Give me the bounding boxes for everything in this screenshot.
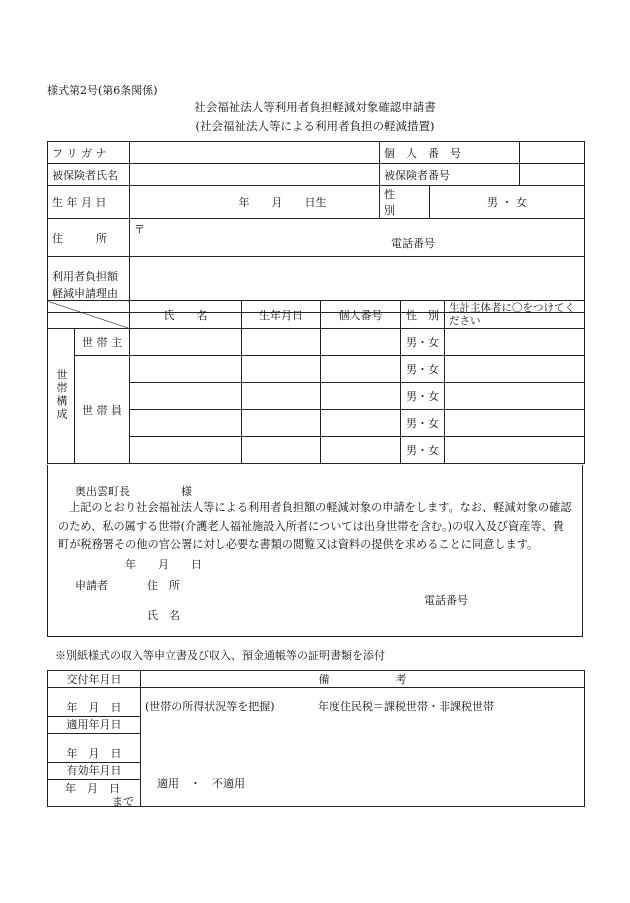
addressee-honorific: 様 bbox=[181, 485, 192, 498]
household-header-corner bbox=[48, 301, 130, 329]
furigana-field[interactable] bbox=[130, 142, 380, 164]
reason-label-line1: 利用者負担額 bbox=[52, 269, 118, 283]
head-name-field[interactable] bbox=[130, 329, 242, 356]
member-personal-number-field[interactable] bbox=[321, 410, 401, 437]
address-label: 住 所 bbox=[48, 219, 130, 257]
col-name: 氏 名 bbox=[130, 301, 242, 329]
col-personal-number: 個人番号 bbox=[321, 301, 401, 329]
head-birthdate-field[interactable] bbox=[242, 329, 321, 356]
insured-number-field[interactable] bbox=[520, 164, 585, 186]
issue-date-label: 交付年月日 bbox=[48, 671, 141, 688]
tax-note: 年度住民税＝課税世帯・非課税世帯 bbox=[318, 700, 494, 713]
furigana-label: フ リ ガ ナ bbox=[48, 142, 130, 164]
office-table bbox=[47, 670, 585, 807]
member-name-field[interactable] bbox=[130, 356, 242, 383]
declaration-date: 年 月 日 bbox=[125, 558, 202, 571]
household-table bbox=[47, 300, 585, 464]
household-group-text: 世帯構成 bbox=[55, 368, 68, 421]
applicability-options[interactable]: 適用 ・ 不適用 bbox=[157, 777, 245, 790]
birthdate-field[interactable]: 年 月 日生 bbox=[130, 186, 380, 219]
head-personal-number-field[interactable] bbox=[321, 329, 401, 356]
birthdate-label: 生 年 月 日 bbox=[48, 186, 130, 219]
postal-mark: 〒 bbox=[134, 223, 145, 236]
col-birthdate: 生年月日 bbox=[242, 301, 321, 329]
head-main-earner-field[interactable] bbox=[445, 329, 585, 356]
member-birthdate-field[interactable] bbox=[242, 410, 321, 437]
form-subtitle: (社会福祉法人等による利用者負担の軽減措置) bbox=[195, 119, 435, 133]
household-group-label bbox=[48, 329, 75, 464]
applicant-address-label: 住 所 bbox=[147, 579, 180, 592]
reason-label-line2: 軽減申請理由 bbox=[52, 286, 118, 300]
member-gender-field[interactable]: 男・女 bbox=[401, 410, 445, 437]
office-date-column bbox=[48, 688, 141, 807]
member-birthdate-field[interactable] bbox=[242, 437, 321, 464]
head-gender-field[interactable]: 男・女 bbox=[401, 329, 445, 356]
gender-label: 性 別 bbox=[380, 186, 430, 219]
valid-date-field[interactable]: 年 月 日 bbox=[65, 782, 120, 795]
member-main-earner-field[interactable] bbox=[445, 410, 585, 437]
member-personal-number-field[interactable] bbox=[321, 356, 401, 383]
col-main-earner: 生計主体者に〇をつけてください bbox=[445, 301, 585, 329]
member-gender-field[interactable]: 男・女 bbox=[401, 356, 445, 383]
valid-until: まで bbox=[112, 795, 134, 808]
applicable-date-field[interactable]: 年 月 日 bbox=[48, 734, 140, 763]
insured-number-label: 被保険者番号 bbox=[380, 164, 520, 186]
applicant-table bbox=[47, 141, 585, 313]
address-phone-label: 電話番号 bbox=[391, 237, 435, 250]
household-member-label: 世 帯 員 bbox=[75, 356, 130, 464]
applicant-name-label: 氏 名 bbox=[147, 609, 180, 622]
member-birthdate-field[interactable] bbox=[242, 383, 321, 410]
declaration-box bbox=[47, 465, 583, 637]
member-personal-number-field[interactable] bbox=[321, 437, 401, 464]
insured-name-label: 被保険者氏名 bbox=[48, 164, 130, 186]
applicant-phone-label: 電話番号 bbox=[424, 594, 468, 607]
personal-number-label: 個 人 番 号 bbox=[380, 142, 520, 164]
applicant-label: 申請者 bbox=[75, 579, 108, 592]
applicable-date-label: 適用年月日 bbox=[48, 717, 140, 734]
personal-number-field[interactable] bbox=[520, 142, 585, 164]
form-number: 様式第2号(第6条関係) bbox=[47, 84, 158, 97]
address-field[interactable] bbox=[130, 219, 585, 257]
attachment-note: ※別紙様式の収入等申立書及び収入、預金通帳等の証明書類を添付 bbox=[55, 649, 385, 662]
valid-date-cell bbox=[48, 780, 140, 806]
form-title: 社会福祉法人等利用者負担軽減対象確認申請書 bbox=[194, 100, 436, 114]
col-gender: 性 別 bbox=[401, 301, 445, 329]
member-gender-field[interactable]: 男・女 bbox=[401, 383, 445, 410]
member-main-earner-field[interactable] bbox=[445, 356, 585, 383]
income-note: (世帯の所得状況等を把握) bbox=[145, 700, 275, 713]
household-head-label: 世 帯 主 bbox=[75, 329, 130, 356]
member-personal-number-field[interactable] bbox=[321, 383, 401, 410]
member-name-field[interactable] bbox=[130, 437, 242, 464]
remarks-label: 備 考 bbox=[141, 671, 585, 688]
member-main-earner-field[interactable] bbox=[445, 383, 585, 410]
member-birthdate-field[interactable] bbox=[242, 356, 321, 383]
member-name-field[interactable] bbox=[130, 383, 242, 410]
insured-name-field[interactable] bbox=[130, 164, 380, 186]
member-name-field[interactable] bbox=[130, 410, 242, 437]
gender-field[interactable]: 男 ・ 女 bbox=[430, 186, 585, 219]
member-gender-field[interactable]: 男・女 bbox=[401, 437, 445, 464]
valid-date-label: 有効年月日 bbox=[48, 763, 140, 780]
remarks-cell[interactable] bbox=[141, 688, 585, 807]
member-main-earner-field[interactable] bbox=[445, 437, 585, 464]
declaration-text: 上記のとおり社会福祉法人等による利用者負担額の軽減対象の申請をします。なお、軽減対象の確認のため、私の属する世帯(介護老人福祉施設入所者については出身世帯を含む。)の収入及び資産等、貴町が税務署その他の官公署に対し必要な書類の閲覧又は資料の提供を求めることに同意します。 bbox=[58, 501, 572, 551]
addressee: 奥出雲町長 bbox=[75, 485, 130, 498]
issue-date-field[interactable]: 年 月 日 bbox=[48, 688, 140, 717]
